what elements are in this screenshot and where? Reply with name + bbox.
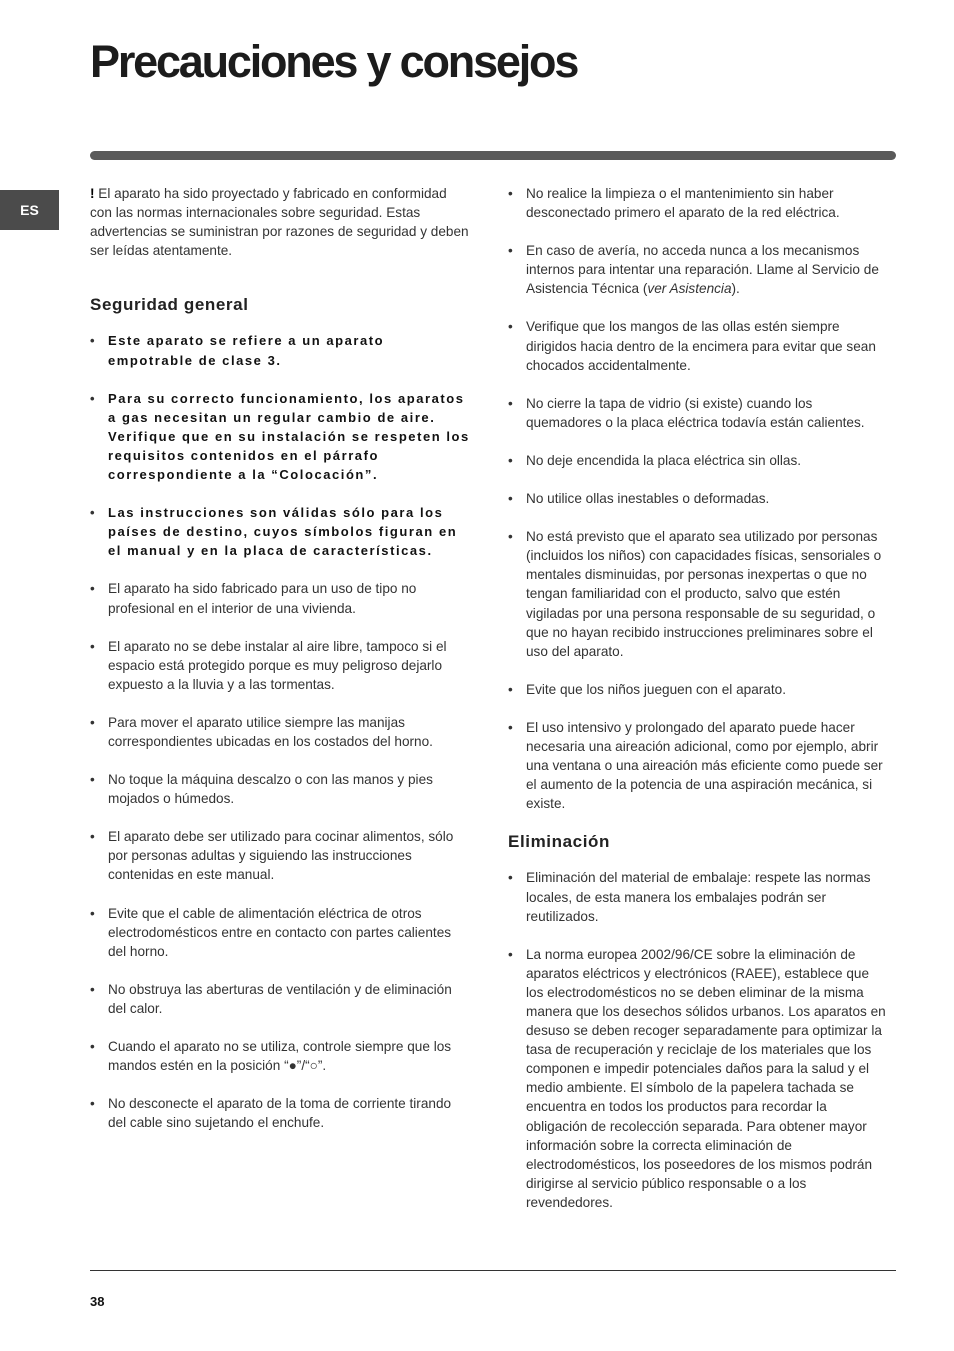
list-item: • Para su correcto funcionamiento, los aparatos a gas necesitan un regular cambio de aire. Verifique que en su instalación se respeten los requisitos contenidos en el párrafo correspondiente a la “Colocación”. — [90, 389, 470, 484]
seguridad-list — [90, 331, 470, 1132]
list-item: • Evite que el cable de alimentación eléctrica de otros electrodomésticos entre en contacto con partes calientes del horno. — [90, 904, 470, 961]
item-text: ). — [731, 281, 740, 297]
cross-reference: ver Asistencia — [647, 281, 732, 297]
header-divider — [90, 151, 896, 160]
footer-divider — [90, 1270, 896, 1271]
left-column — [90, 184, 470, 1151]
list-item: • No deje encendida la placa eléctrica sin ollas. — [508, 451, 888, 470]
item-text: En caso de avería, no acceda nunca a los mecanismos internos para intentar una reparación. Llame al Servicio de Asistencia Técnica ( — [526, 243, 879, 297]
list-item: • Para mover el aparato utilice siempre las manijas correspondientes ubicadas en los costados del horno. — [90, 713, 470, 751]
list-item: • No desconecte el aparato de la toma de corriente tirando del cable sino sujetando el enchufe. — [90, 1094, 470, 1132]
list-item: • Evite que los niños jueguen con el aparato. — [508, 680, 888, 699]
list-item: • El aparato debe ser utilizado para cocinar alimentos, sólo por personas adultas y siguiendo las instrucciones contenidas en este manual. — [90, 827, 470, 884]
right-column — [508, 184, 888, 1231]
list-item: • No utilice ollas inestables o deformadas. — [508, 489, 888, 508]
list-item: • Eliminación del material de embalaje: respete las normas locales, de esta manera los embalajes podrán ser reutilizados. — [508, 868, 888, 925]
list-item: • No toque la máquina descalzo o con las manos y pies mojados o húmedos. — [90, 770, 470, 808]
list-item: • No obstruya las aberturas de ventilación y de eliminación del calor. — [90, 980, 470, 1018]
list-item: • Cuando el aparato no se utiliza, controle siempre que los mandos estén en la posición “●”/“○”. — [90, 1037, 470, 1075]
precauciones-list — [508, 184, 888, 813]
warning-mark: ! — [90, 186, 95, 201]
section-heading-seguridad: Seguridad general — [90, 295, 249, 315]
list-item: • Verifique que los mangos de las ollas estén siempre dirigidos hacia dentro de la encimera para evitar que sean chocados accidentalmente. — [508, 317, 888, 374]
list-item: • El uso intensivo y prolongado del aparato puede hacer necesaria una aireación adicional, como por ejemplo, abrir una ventana o una aireación más eficiente como puede ser el aumento de la potencia de una aspiración mecánica, si existe. — [508, 718, 888, 813]
list-item: • El aparato ha sido fabricado para un uso de tipo no profesional en el interior de una vivienda. — [90, 579, 470, 617]
list-item: • Las instrucciones son válidas sólo para los países de destino, cuyos símbolos figuran en el manual y en la placa de características. — [90, 503, 470, 560]
list-item: • Este aparato se refiere a un aparato empotrable de clase 3. — [90, 331, 470, 369]
eliminacion-list — [508, 868, 888, 1212]
language-tab: ES — [0, 190, 59, 230]
list-item: • El aparato no se debe instalar al aire libre, tampoco si el espacio está protegido porque es muy peligroso dejarlo expuesto a la lluvia y a las tormentas. — [90, 637, 470, 694]
list-item: • No está previsto que el aparato sea utilizado por personas (incluidos los niños) con capacidades físicas, sensoriales o mentales disminuidas, por personas inexpertas o que no tengan familiaridad con el producto, salvo que estén vigiladas por una persona responsable de su seguridad, o que no hayan recibido instrucciones preliminares sobre el uso del aparato. — [508, 527, 888, 661]
list-item: • La norma europea 2002/96/CE sobre la eliminación de aparatos eléctricos y electrónicos (RAEE), establece que los electrodomésticos no se deben eliminar de la misma manera que los desechos sólidos urbanos. Los aparatos en desuso se deben recoger separadamente para optimizar la tasa de recuperación y reciclaje de los materiales que los componen e impedir potenciales daños para la salud y el medio ambiente. El símbolo de la papelera tachada se encuentra en todos los productos para recordar la obligación de recolección separada. Para obtener mayor información sobre la correcta eliminación de electrodomésticos, los poseedores de los mismos podrán dirigirse al servicio público responsable o a los revendedores. — [508, 945, 888, 1212]
section-heading-eliminacion: Eliminación — [508, 832, 611, 852]
page-title: Precauciones y consejos — [90, 36, 578, 87]
page-number: 38 — [90, 1294, 105, 1309]
intro-paragraph — [90, 184, 470, 260]
intro-text: El aparato ha sido proyectado y fabricado en conformidad con las normas internacionales sobre seguridad. Estas advertencias se suministran por razones de seguridad y deben ser leídas atentamente. — [90, 186, 469, 259]
list-item: • No realice la limpieza o el mantenimiento sin haber desconectado primero el aparato de la red eléctrica. — [508, 184, 888, 222]
list-item: • No cierre la tapa de vidrio (si existe) cuando los quemadores o la placa eléctrica todavía están calientes. — [508, 394, 888, 432]
list-item — [508, 241, 888, 298]
